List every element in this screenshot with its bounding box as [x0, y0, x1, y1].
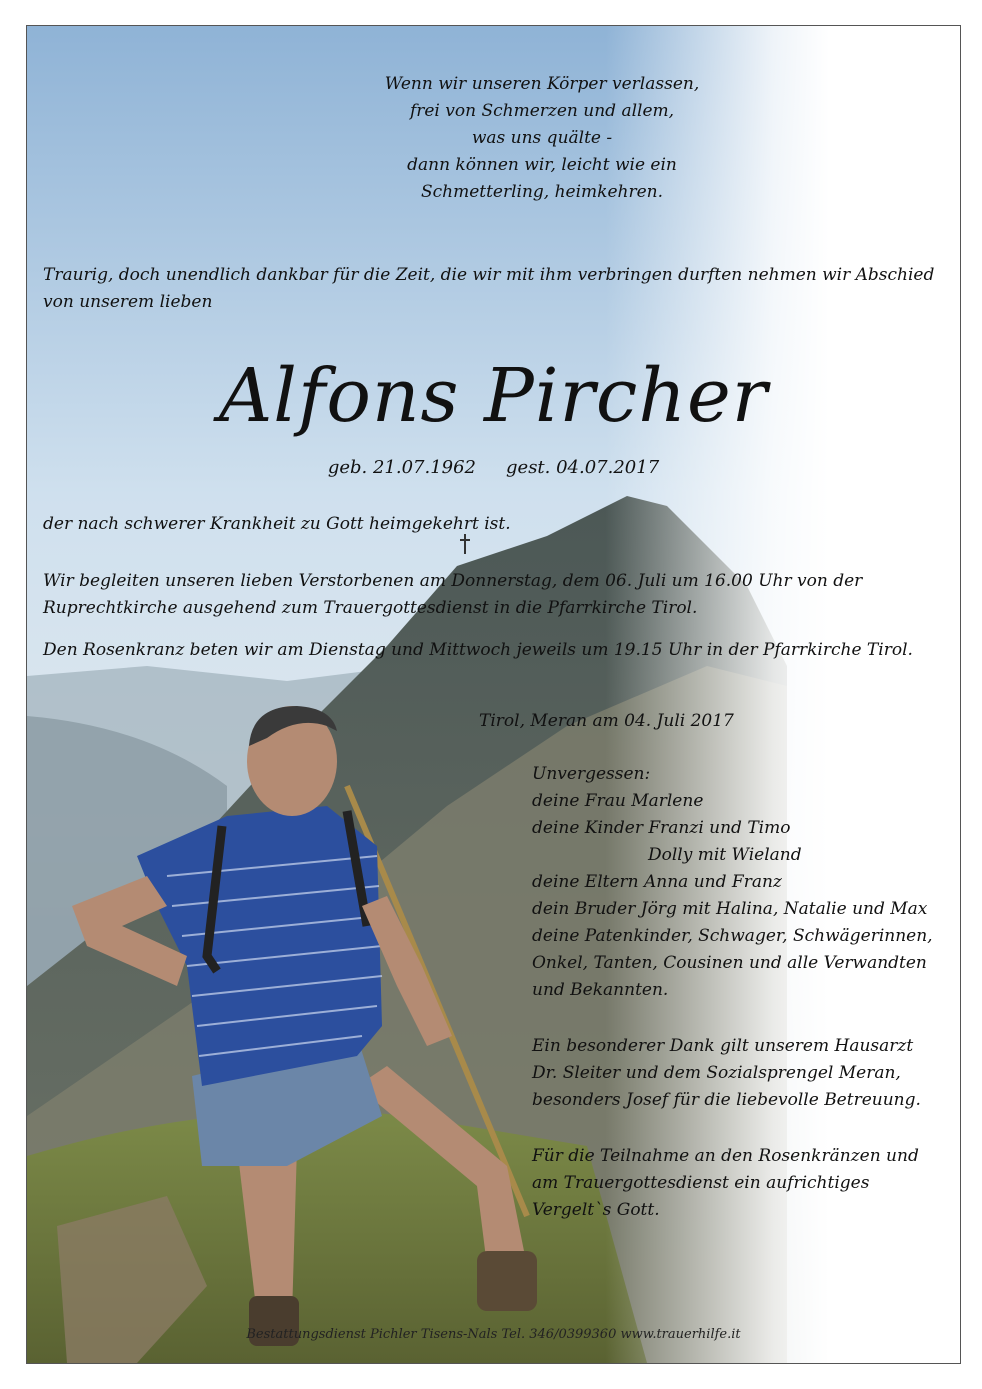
- poem-line: Schmetterling, heimkehren.: [420, 182, 664, 202]
- mourners-heading: Unvergessen:: [532, 764, 651, 784]
- thanks-line: besonders Josef für die liebevolle Betreuung.: [532, 1090, 921, 1110]
- intro-text: Traurig, doch unendlich dankbar für die Zeit, die wir mit ihm verbringen durften nehmen wir Abschied von unserem lieben: [43, 265, 935, 312]
- poem-line: frei von Schmerzen und allem,: [409, 101, 675, 121]
- participation-line: Für die Teilnahme an den Rosenkränzen und: [532, 1146, 919, 1166]
- mourner-line: deine Frau Marlene: [532, 791, 704, 811]
- poem-line: dann können wir, leicht wie ein: [407, 155, 677, 175]
- mourner-line: Onkel, Tanten, Cousinen und alle Verwandten: [532, 953, 927, 973]
- rosary-text: Den Rosenkranz beten wir am Dienstag und Mittwoch jeweils um 19.15 Uhr in der Pfarrkirche Tirol.: [43, 640, 913, 660]
- mourner-line: deine Patenkinder, Schwager, Schwägerinnen,: [532, 926, 933, 946]
- life-dates: [27, 454, 960, 481]
- mourner-line: dein Bruder Jörg mit Halina, Natalie und Max: [532, 899, 928, 919]
- poem: [317, 71, 767, 206]
- mourners-list: [532, 761, 933, 1004]
- mourner-line: deine Kinder Franzi und Timo: [532, 818, 791, 838]
- participation-text: [532, 1143, 919, 1224]
- thanks-line: Ein besonderer Dank gilt unserem Hausarzt: [532, 1036, 914, 1056]
- mourner-line: und Bekannten.: [532, 980, 669, 1000]
- mourner-line: Dolly mit Wieland: [648, 845, 802, 865]
- birth-date: geb. 21.07.1962: [327, 457, 477, 478]
- poem-line: Wenn wir unseren Körper verlassen,: [384, 74, 700, 94]
- poem-line: was uns quälte -: [471, 128, 613, 148]
- thanks-line: Dr. Sleiter und dem Sozialsprengel Meran,: [532, 1063, 901, 1083]
- deceased-name: Alfons Pircher: [218, 353, 769, 439]
- thanks-text: [532, 1033, 921, 1114]
- funeral-service-footer: Bestattungsdienst Pichler Tisens-Nals Tel. 346/0399360 www.trauerhilfe.it: [246, 1327, 741, 1342]
- death-date: gest. 04.07.2017: [506, 457, 660, 478]
- deceased-line: der nach schwerer Krankheit zu Gott heimgekehrt ist.: [43, 514, 511, 534]
- participation-line: Vergelt`s Gott.: [532, 1200, 660, 1220]
- obituary-card: [26, 25, 961, 1364]
- participation-line: am Trauergottesdienst ein aufrichtiges: [532, 1173, 870, 1193]
- mourner-line: deine Eltern Anna und Franz: [532, 872, 782, 892]
- place-date: Tirol, Meran am 04. Juli 2017: [479, 711, 734, 731]
- ceremony-text: Wir begleiten unseren lieben Verstorbenen am Donnerstag, dem 06. Juli um 16.00 Uhr von der Ruprechtkirche ausgehend zum Trauergottesdienst in die Pfarrkirche Tirol.: [43, 571, 863, 618]
